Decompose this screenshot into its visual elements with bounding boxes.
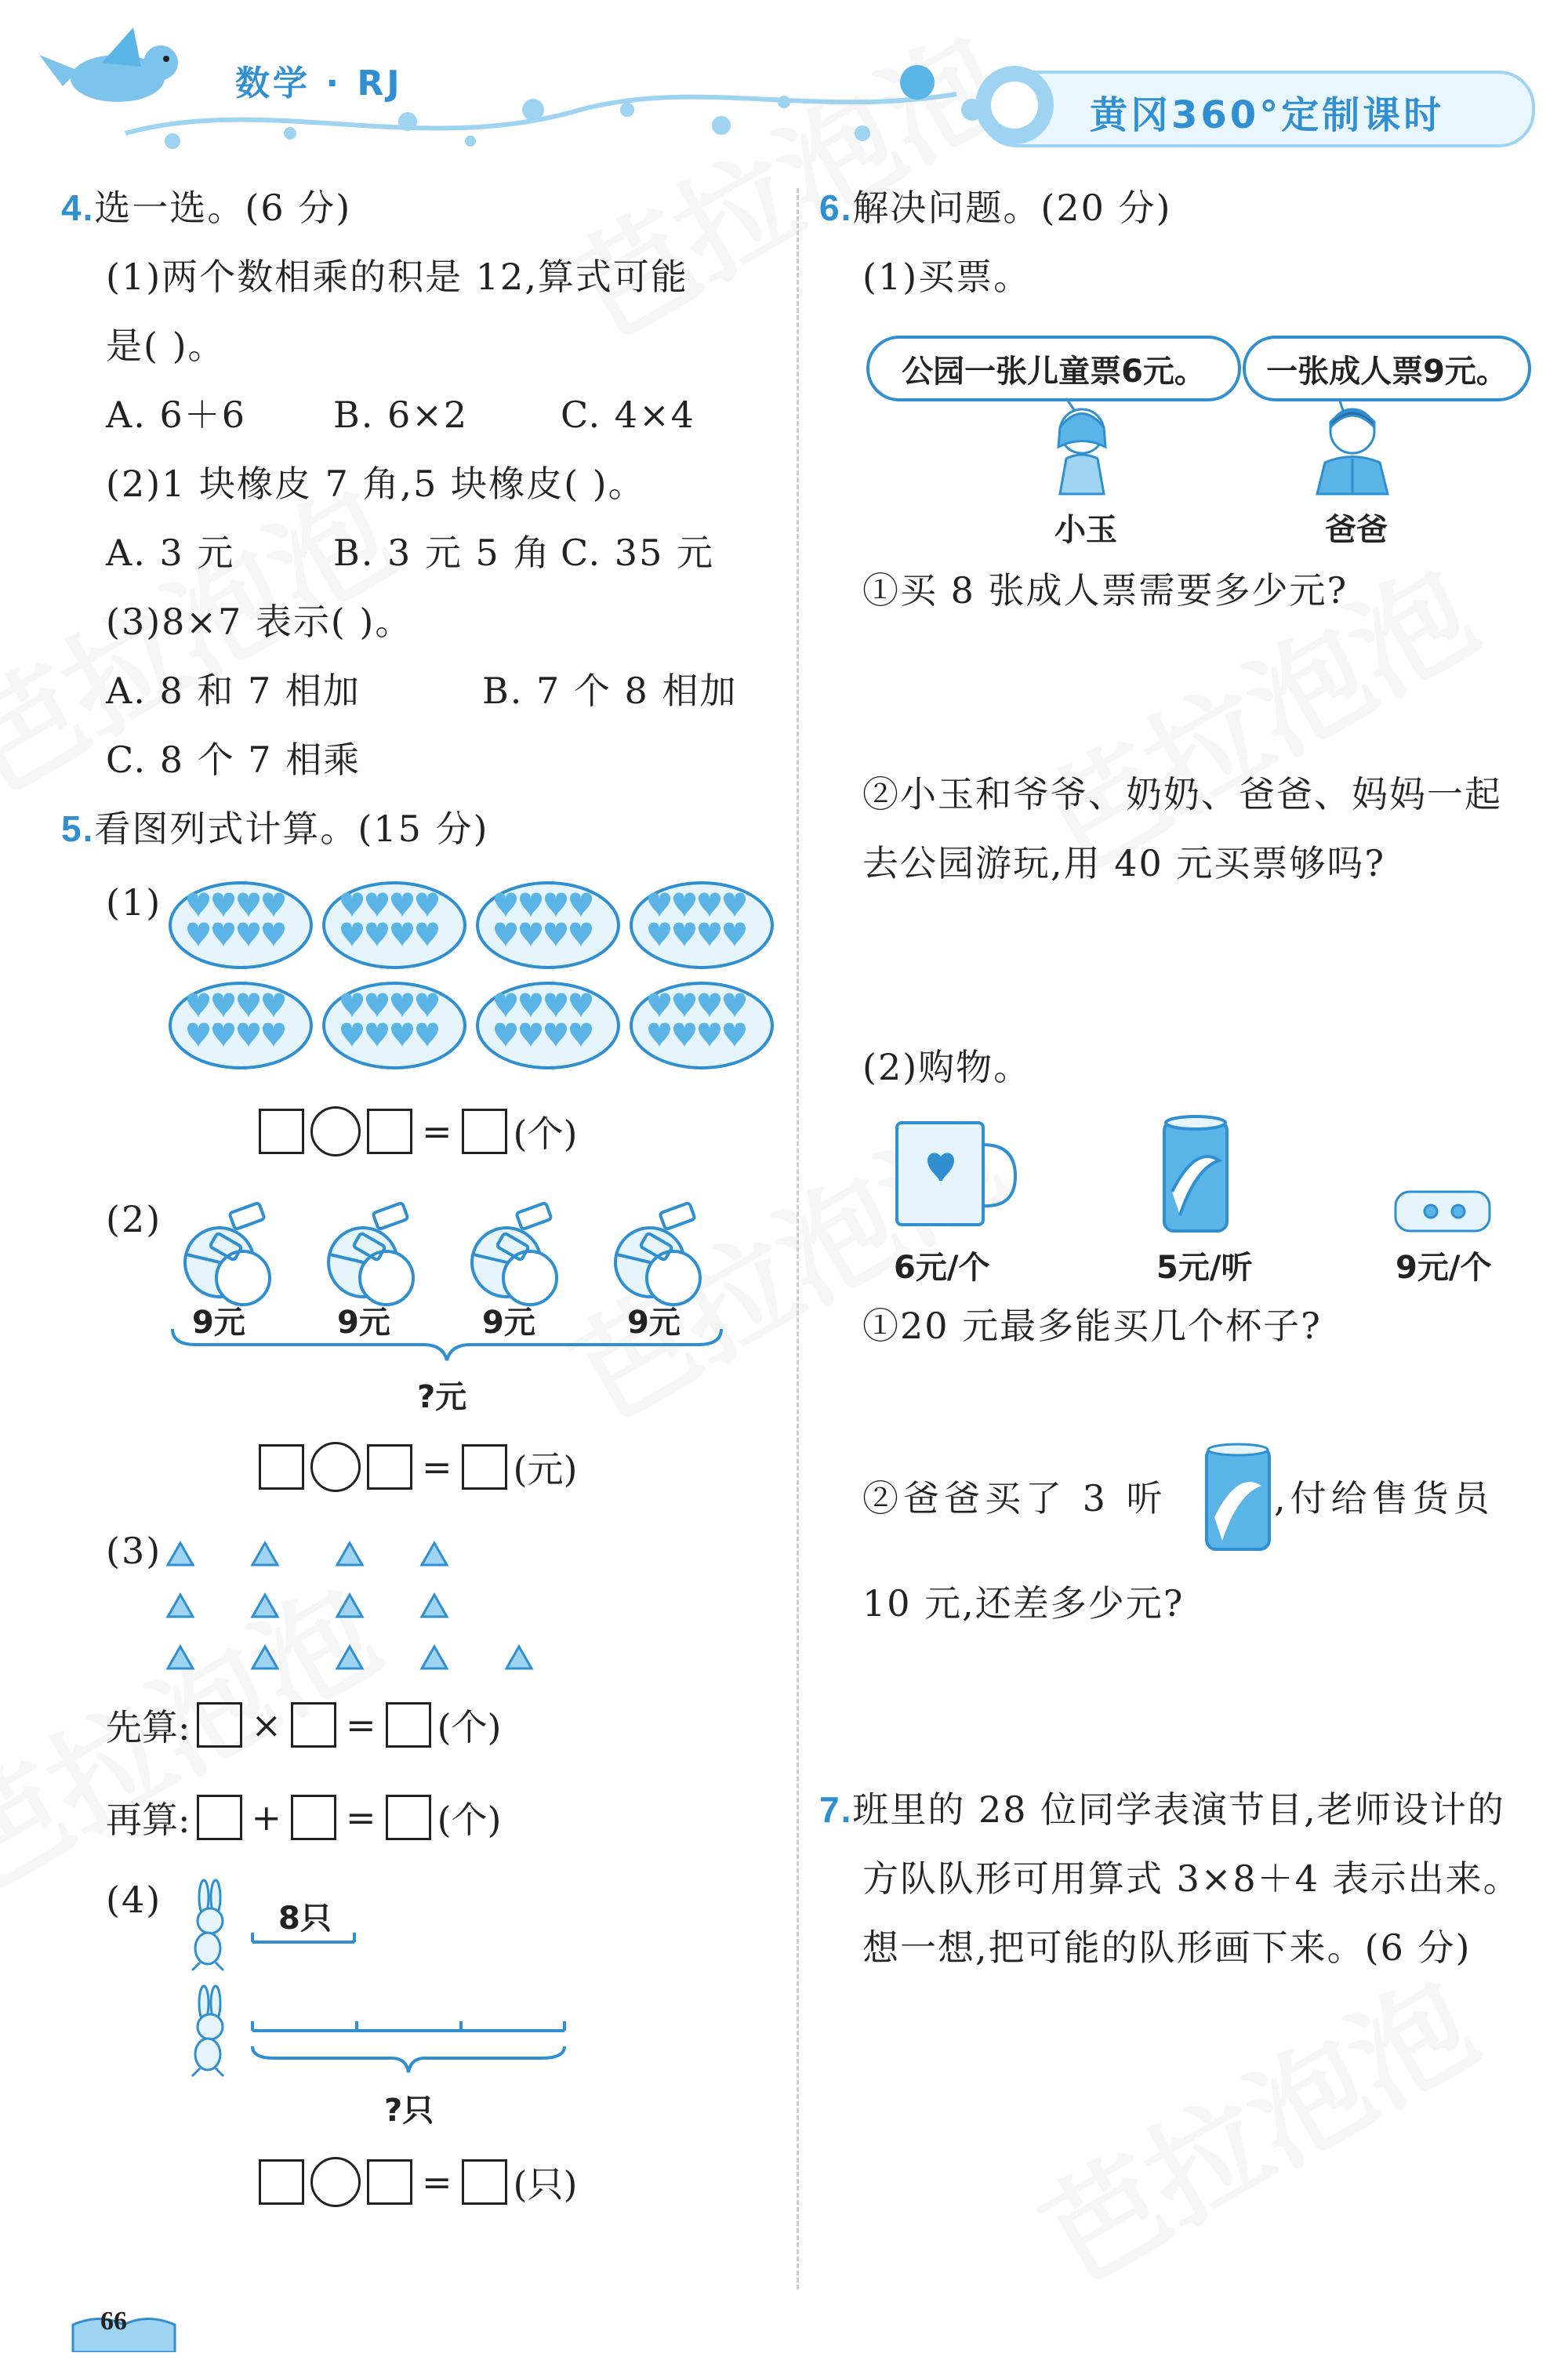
page-number: 66 [100, 2307, 127, 2336]
q5-p1-label: (1) [106, 881, 162, 924]
q7-line2: 方队队形可用算式 3×8＋4 表示出来。 [862, 1857, 1521, 1900]
answer-box[interactable] [197, 1702, 242, 1748]
header-subject: 数学 · RJ [235, 64, 403, 103]
heart-group [631, 883, 772, 968]
q5-p4-unit: (只) [513, 2163, 578, 2206]
triangles-figure [165, 1529, 557, 1670]
heart-group [477, 983, 619, 1068]
rabbit-icon [192, 1986, 223, 2076]
q6-title: 解决问题。(20 分) [852, 187, 1172, 229]
q5-p3-unit: (个) [437, 1706, 502, 1748]
q5-p4-equation: = (只) [259, 2156, 577, 2208]
q5-p3-first-label: 先算: [106, 1706, 191, 1748]
answer-box[interactable] [462, 2159, 507, 2205]
q5-p3-second-label: 再算: [106, 1799, 191, 1841]
char-right-name: 爸爸 [1325, 512, 1388, 548]
heart-group [477, 883, 619, 968]
q5-p2-price: 9元 [337, 1305, 390, 1341]
answer-box[interactable] [197, 1795, 242, 1840]
heart-groups-figure [169, 878, 780, 1082]
q6-p1-q1: ①买 8 张成人票需要多少元? [862, 569, 1348, 612]
q6-p2-q2-a: ②爸爸买了 3 听 [862, 1477, 1167, 1519]
triangle-icon [168, 1595, 193, 1617]
triangle-icon [252, 1647, 278, 1668]
q4-p1-line1: (1)两个数相乘的积是 12,算式可能 [106, 256, 688, 298]
q4-p3-option-b[interactable]: B. 7 个 8 相加 [482, 670, 738, 712]
triangle-icon [252, 1595, 278, 1617]
triangle-icon [506, 1647, 532, 1668]
q6-p1-q2-line2: 去公园游玩,用 40 元买票够吗? [862, 842, 1386, 884]
q6-number: 6. [819, 187, 853, 228]
heart-group [170, 883, 311, 968]
q6-p1-q2-line1: ②小玉和爷爷、奶奶、爸爸、妈妈一起 [862, 773, 1502, 815]
ball-set-icon [615, 1203, 700, 1305]
header-decoration-bird-icon [31, 24, 1004, 165]
q5-p4-total-label: ?只 [384, 2093, 434, 2129]
q6-heading [819, 187, 1172, 229]
answer-box[interactable] [259, 1444, 304, 1490]
q4-number: 4. [61, 187, 95, 228]
q6-p1-label: (1)买票。 [862, 256, 1032, 298]
bubble-right-text: 一张成人票9元。 [1266, 353, 1508, 390]
answer-box[interactable] [462, 1444, 507, 1490]
q7-heading [819, 1788, 1505, 1831]
item-price-box: 9元/个 [1396, 1250, 1492, 1286]
q5-p3-unit: (个) [437, 1799, 502, 1841]
triangle-icon [337, 1595, 362, 1617]
soda-can-inline-icon [1203, 1443, 1274, 1552]
q5-p3-second-equation: 再算: + = (个) [106, 1792, 502, 1843]
answer-box[interactable] [386, 1795, 431, 1840]
rabbits-figure [172, 1878, 580, 2097]
answer-box[interactable] [291, 1795, 336, 1840]
girl-icon [1058, 398, 1105, 494]
answer-box[interactable] [291, 1702, 336, 1748]
ball-set-icon [472, 1203, 557, 1305]
q4-p1-option-b[interactable]: B. 6×2 [333, 394, 469, 436]
heart-group [324, 983, 465, 1068]
answer-box[interactable] [367, 1109, 412, 1154]
answer-box[interactable] [259, 1109, 304, 1154]
q4-p1-option-a[interactable]: A. 6＋6 [106, 394, 246, 436]
q5-p2-total: ?元 [417, 1379, 467, 1415]
q5-p3-label: (3) [106, 1530, 162, 1572]
operator-circle[interactable] [310, 2157, 361, 2207]
ball-set-icon [185, 1203, 270, 1305]
q4-p3-option-c[interactable]: C. 8 个 7 相乘 [106, 739, 361, 781]
triangle-icon [422, 1595, 447, 1617]
answer-box[interactable] [462, 1109, 507, 1154]
heart-group [170, 983, 311, 1068]
heart-group [324, 883, 465, 968]
dad-icon [1317, 398, 1388, 494]
characters-figure [1043, 392, 1450, 502]
q5-p3-first-equation: 先算: × = (个) [106, 1699, 502, 1751]
q5-p2-price: 9元 [192, 1305, 245, 1341]
q5-p1-equation: = (个) [259, 1106, 577, 1157]
q5-p2-unit: (元) [513, 1448, 578, 1490]
q7-number: 7. [819, 1789, 853, 1830]
q5-p1-unit: (个) [513, 1113, 578, 1155]
soda-can-icon [1164, 1116, 1227, 1231]
triangle-icon [252, 1543, 278, 1565]
triangle-icon [422, 1647, 447, 1668]
triangle-icon [168, 1543, 193, 1565]
q6-p2-label: (2)购物。 [862, 1046, 1032, 1088]
answer-box[interactable] [367, 1444, 412, 1490]
shop-items-figure [886, 1113, 1513, 1254]
q5-number: 5. [61, 808, 95, 849]
q5-heading [61, 808, 489, 850]
q7-line1: 班里的 28 位同学表演节目,老师设计的 [852, 1788, 1505, 1831]
q5-title: 看图列式计算。(15 分) [94, 808, 489, 850]
triangle-icon [422, 1543, 447, 1565]
q4-p1-line2: 是( )。 [106, 325, 226, 367]
answer-box[interactable] [386, 1702, 431, 1748]
q4-p2-option-b[interactable]: B. 3 元 5 角 [333, 532, 551, 574]
q6-p2-q1: ①20 元最多能买几个杯子? [862, 1305, 1322, 1347]
item-price-can: 5元/听 [1156, 1250, 1253, 1286]
heart-group [631, 983, 772, 1068]
triangle-icon [337, 1647, 362, 1668]
q4-p1-option-c[interactable]: C. 4×4 [561, 394, 695, 436]
cup-icon [897, 1123, 1015, 1225]
q6-p2-q2-line2: 10 元,还差多少元? [862, 1582, 1185, 1625]
q5-p4-top-label: 8只 [278, 1901, 332, 1937]
rabbit-icon [192, 1880, 223, 1970]
q4-p2-option-c[interactable]: C. 35 元 [561, 532, 714, 574]
answer-box[interactable] [259, 2159, 304, 2205]
answer-box[interactable] [367, 2159, 412, 2205]
q4-title: 选一选。(6 分) [94, 187, 352, 229]
triangle-icon [337, 1543, 362, 1565]
q5-p2-price: 9元 [482, 1305, 535, 1341]
item-price-cup: 6元/个 [894, 1250, 990, 1286]
pencil-box-icon [1396, 1192, 1490, 1231]
q6-p2-q2-b: ,付给售货员 [1274, 1477, 1494, 1519]
char-left-name: 小玉 [1054, 512, 1117, 548]
column-divider [797, 188, 799, 2289]
q4-p2-option-a[interactable]: A. 3 元 [106, 532, 235, 574]
q4-heading [61, 187, 352, 229]
q4-p3-option-a[interactable]: A. 8 和 7 相加 [106, 670, 361, 712]
q5-p2-label: (2) [106, 1198, 162, 1240]
q5-p2-price: 9元 [627, 1305, 681, 1341]
operator-circle[interactable] [310, 1442, 361, 1492]
header-brand: 黄冈360°定制课时 [1090, 93, 1445, 137]
q4-p2-line: (2)1 块橡皮 7 角,5 块橡皮( )。 [106, 463, 646, 505]
q7-line3: 想一想,把可能的队形画下来。(6 分) [862, 1926, 1472, 1969]
watermark [1008, 1932, 1501, 2314]
bubble-left-text: 公园一张儿童票6元。 [902, 353, 1206, 390]
q5-p4-label: (4) [106, 1879, 162, 1921]
operator-circle[interactable] [310, 1106, 361, 1156]
q4-p3-line: (3)8×7 表示( )。 [106, 601, 413, 643]
q5-p2-equation: = (元) [259, 1441, 577, 1493]
ball-set-icon [328, 1203, 413, 1305]
triangle-icon [168, 1647, 193, 1668]
